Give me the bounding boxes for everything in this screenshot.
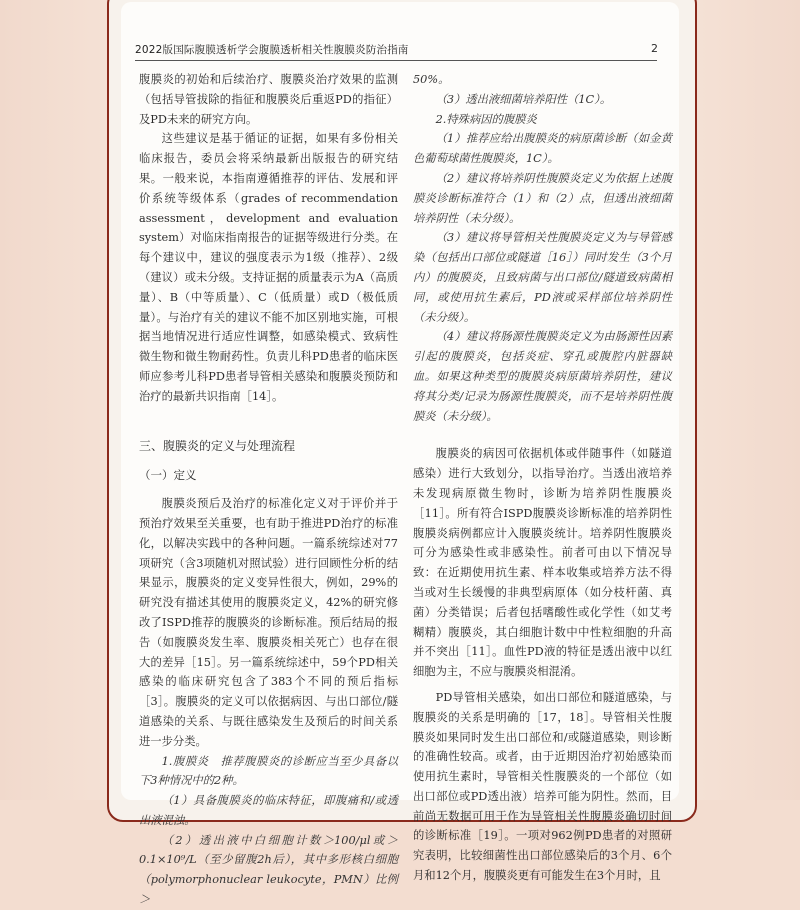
paragraph: 这些建议是基于循证的证据，如果有多份相关临床报告，委员会将采纳最新出版报告的研究结果。一般来说，本指南遵循推荐的评估、发展和评价系统等级体系（grades of recommendation assessment，development and evaluation system）对临床指南报告的证据等级进行分类。在每个建议中，建议的强度表示为1级（推荐）、2级（建议）或未分级。支持证据的质量表示为A（高质量）、B（中等质量）、C（低质量）或D（极低质量）。与治疗有关的建议不能不加区别地实施，可根据当地情况进行适应性调整，如感染模式、致病性微生物和微生物耐药性。负责儿科PD患者的临床医师应参考儿科PD患者导管相关感染和腹膜炎预防和治疗的最新共识指南［14］。 <box>139 132 398 403</box>
recommendation: （2）透出液中白细胞计数＞100/μl或＞0.1×10⁹/L（至少留腹2h后），其中多形核白细胞（polymorphonuclear leukocyte，PMN）比例＞ <box>139 833 398 907</box>
paragraph: 腹膜炎的病因可依据机体或伴随事件（如隧道感染）进行大致划分，以指导治疗。当透出液培养未发现病原微生物时，诊断为培养阴性腹膜炎［11］。所有符合ISPD腹膜炎诊断标准的培养阴性腹膜炎病例都应计入腹膜炎统计。培养阴性腹膜炎可分为感染性或非感染性。前者可由以下情况导致：在近期使用抗生素、样本收集或培养方法不得当或对生长缓慢的非典型病原体（如分枝杆菌、真菌）分类错误；后者包括嗜酸性或化学性（如艾考糊精）腹膜炎，其白细胞计数中中性粒细胞的升高并不突出［11］。血性PD液的特征是透出液中以红细胞为主，不应与腹膜炎相混淆。 <box>413 447 672 679</box>
recommendation-heading: 2.特殊病因的腹膜炎 <box>435 112 537 126</box>
paragraph: 腹膜炎的初始和后续治疗、腹膜炎治疗效果的监测（包括导管拔除的指征和腹膜炎后重返PD的指征）及PD未来的研究方向。 <box>139 73 398 126</box>
paragraph: PD导管相关感染，如出口部位和隧道感染，与腹膜炎的关系是明确的［17，18］。导管相关性腹膜炎如果同时发生出口部位和/或隧道感染，则诊断的准确性较高。或者，由于近期因治疗初始感染而使用抗生素时，导管相关性腹膜炎的一个部位（如出口部位或PD透出液）培养可能为阴性。然而，目前尚无数据可用于作为导管相关性腹膜炎确切时间的诊断标准［19］。一项对962例PD患者的对照研究表明，比较细菌性出口部位感染后的3个月、6个月和12个月，腹膜炎更有可能发生在3个月时，且 <box>413 690 672 883</box>
left-column <box>139 70 398 910</box>
section-heading: 三、腹膜炎的定义与处理流程 <box>139 438 296 453</box>
right-column <box>413 70 672 886</box>
recommendation: （4）建议将肠源性腹膜炎定义为由肠源性因素引起的腹膜炎，包括炎症、穿孔或腹腔内脏器缺血。如果这种类型的腹膜炎病原菌培养阴性，建议将其分类/记录为肠源性腹膜炎，而不是培养阴性腹膜炎（未分级）。 <box>413 330 672 423</box>
background-right <box>688 0 800 800</box>
header-divider <box>135 60 657 61</box>
recommendation: （3）透出液细菌培养阳性（1C）。 <box>435 92 612 106</box>
recommendation: （1）具备腹膜炎的临床特征，即腹痛和/或透出液混浊。 <box>139 794 398 827</box>
recommendation: （3）建议将导管相关性腹膜炎定义为与导管感染（包括出口部位或隧道［16］）同时发生（3个月内）的腹膜炎，且致病菌与出口部位/隧道致病菌相同，或使用抗生素后，PD液或采样部位培养阴性（未分级）。 <box>413 231 672 324</box>
recommendation: 1.腹膜炎 推荐腹膜炎的诊断应当至少具备以下3种情况中的2种。 <box>139 754 398 788</box>
recommendation: （1）推荐应给出腹膜炎的病原菌诊断（如金黄色葡萄球菌性腹膜炎，1C）。 <box>413 132 672 166</box>
header-title: 2022版国际腹膜透析学会腹膜透析相关性腹膜炎防治指南 <box>135 44 409 56</box>
recommendation: （2）建议将培养阴性腹膜炎定义为依据上述腹膜炎诊断标准符合（1）和（2）点，但透出液细菌培养阴性（未分级）。 <box>413 171 672 225</box>
background-left <box>0 0 118 800</box>
paragraph: 腹膜炎预后及治疗的标准化定义对于评价并于预治疗效果至关重要，也有助于推进PD治疗的标准化，以解决实践中的各种问题。一篇系统综述对77项研究（含3项随机对照试验）进行回顾性分析的结果显示，腹膜炎的定义变异性很大，例如，29%的研究没有描述其使用的腹膜炎定义，42%的研究修改了ISPD推荐的腹膜炎的诊断标准。预后结局的报告（如腹膜炎发生率、腹膜炎相关死亡）也存在很大的差异［15］。另一篇系统综述中，59个PD相关感染的临床研究包含了383个不同的预后指标［3］。腹膜炎的定义可以依据病因、与出口部位/隧道感染的关系、与既往感染发生及预后的时间关系进一步分类。 <box>139 497 398 748</box>
page-number: 2 <box>651 42 658 55</box>
recommendation: 50%。 <box>413 73 450 86</box>
document-page <box>121 2 679 907</box>
subsection-heading: （一）定义 <box>139 468 197 483</box>
running-header <box>121 38 679 60</box>
